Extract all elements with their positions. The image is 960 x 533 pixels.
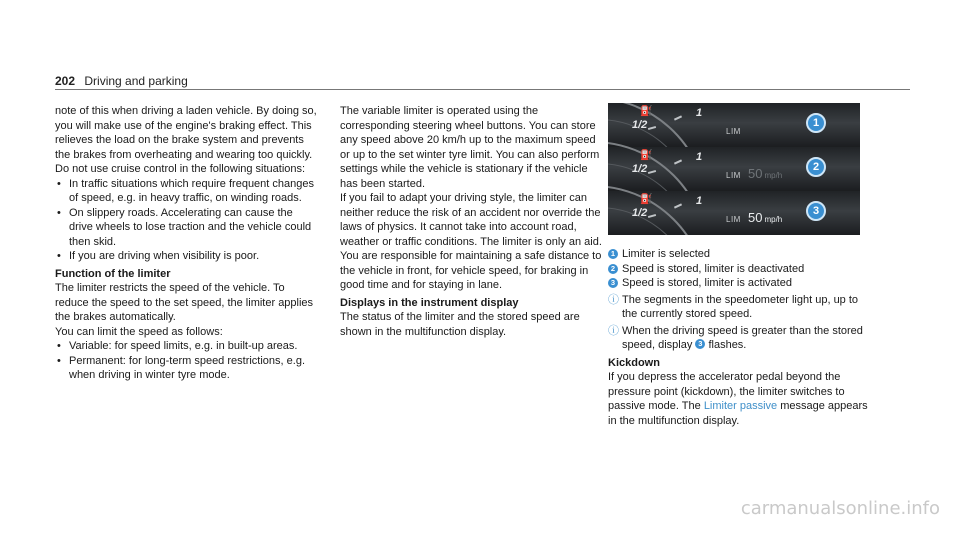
speed-unit: mp/h [764, 215, 783, 224]
watermark: carmanualsonline.info [740, 498, 940, 519]
column-middle [340, 104, 602, 339]
speed-unit: mp/h [764, 171, 783, 180]
legend-number-badge: 2 [608, 264, 618, 274]
gauge-number: 1 [696, 151, 703, 163]
section-heading: Function of the limiter [55, 267, 171, 280]
paragraph: Do not use cruise control in the following situations: [55, 163, 306, 175]
speed-value: 50 [748, 210, 763, 225]
display-message-term: Limiter passive [703, 400, 778, 412]
header-rule [55, 89, 910, 90]
paragraph-text: message appears in the multifunction display. [608, 400, 868, 427]
list-item: • Permanent: for long-term speed restrictions, e.g. when driving in winter tyre mode. [55, 354, 317, 383]
bullet-list [55, 339, 317, 383]
page-header [55, 74, 188, 88]
page-number: 202 [55, 74, 76, 88]
fuel-pump-icon: ⛽ [640, 106, 653, 117]
note-text: The segments in the speedometer light up, up to the currently stored speed. [622, 293, 859, 320]
gauge-number: 1 [696, 107, 703, 119]
lim-label: LIM [726, 171, 741, 180]
gauge-number: 1 [696, 195, 703, 207]
paragraph-text: If you depress the accelerator pedal beyond the pressure point (kickdown), the limiter switches to passive mode. The [608, 371, 845, 412]
stored-speed-inactive [748, 166, 782, 181]
paragraph: The status of the limiter and the stored speed are shown in the multifunction display. [340, 311, 580, 338]
instrument-cluster-image [608, 103, 860, 235]
lim-label: LIM [726, 215, 741, 224]
info-circle-icon: ⓘ [608, 324, 619, 337]
callout-badge: 3 [806, 201, 826, 221]
paragraph: note of this when driving a laden vehicle. By doing so, you will make use of the engine's braking effect. This relieves the load on the brake system and prevents the brakes from overheating and wearing too quickly. [55, 105, 317, 161]
fuel-level-label: 1/2 [632, 207, 648, 219]
legend-number-badge: 3 [695, 339, 705, 349]
list-item: • If you are driving when visibility is poor. [55, 249, 317, 264]
legend-number-badge: 1 [608, 249, 618, 259]
callout-badge: 1 [806, 113, 826, 133]
fuel-pump-icon: ⛽ [640, 150, 653, 161]
callout-badge: 2 [806, 157, 826, 177]
fuel-level-label: 1/2 [632, 163, 648, 175]
bullet-list [55, 177, 317, 264]
paragraph: If you fail to adapt your driving style, the limiter can neither reduce the risk of an accident nor override the laws of physics. It cannot take into account road, weather or traffic conditions. The limiter is only an aid. You are responsible for maintaining a safe distance to the vehicle in front, for vehicle speed, for braking in good time and for staying in lane. [340, 192, 602, 291]
lim-label: LIM [726, 127, 741, 136]
cluster-strip-1 [608, 103, 860, 147]
section-title: Driving and parking [84, 74, 188, 88]
section-heading: Kickdown [608, 356, 660, 369]
legend-number-badge: 3 [608, 278, 618, 288]
column-left [55, 104, 317, 383]
stored-speed-active [748, 210, 782, 225]
legend-item [608, 247, 870, 262]
list-item: • In traffic situations which require frequent changes of speed, e.g. in heavy traffic, on winding roads. [55, 177, 317, 206]
section-heading: Displays in the instrument display [340, 296, 519, 309]
gauge-tick [674, 159, 682, 164]
list-item: • On slippery roads. Accelerating can cause the drive wheels to lose traction and the vehicle could then skid. [55, 206, 317, 250]
paragraph: The variable limiter is operated using the corresponding steering wheel buttons. You can store any speed above 20 km/h up to the maximum speed or up to the set winter tyre limit. You can also perform settings while the vehicle is stationary if the vehicle has been started. [340, 105, 600, 190]
column-right [608, 247, 870, 428]
gauge-tick [674, 115, 682, 120]
cluster-strip-3 [608, 191, 860, 235]
paragraph: You can limit the speed as follows: [55, 325, 223, 338]
note-text: flashes. [708, 339, 747, 351]
note [608, 293, 870, 322]
legend-list [608, 247, 870, 291]
legend-item [608, 276, 870, 291]
legend-text: Limiter is selected [622, 248, 711, 260]
legend-text: Speed is stored, limiter is activated [622, 277, 792, 289]
paragraph [608, 370, 870, 428]
list-item: • Variable: for speed limits, e.g. in built-up areas. [55, 339, 317, 354]
fuel-pump-icon: ⛽ [640, 194, 653, 205]
cluster-strip-2 [608, 147, 860, 191]
legend-item [608, 262, 870, 277]
fuel-level-label: 1/2 [632, 119, 648, 131]
legend-text: Speed is stored, limiter is deactivated [622, 262, 805, 275]
note-text: When the driving speed is greater than the stored speed, display [622, 324, 863, 351]
note [608, 324, 870, 353]
gauge-tick [674, 203, 682, 208]
info-circle-icon: ⓘ [608, 293, 619, 306]
speed-value: 50 [748, 166, 763, 181]
paragraph: The limiter restricts the speed of the vehicle. To reduce the speed to the set speed, the limiter applies the brakes automatically. [55, 282, 314, 323]
